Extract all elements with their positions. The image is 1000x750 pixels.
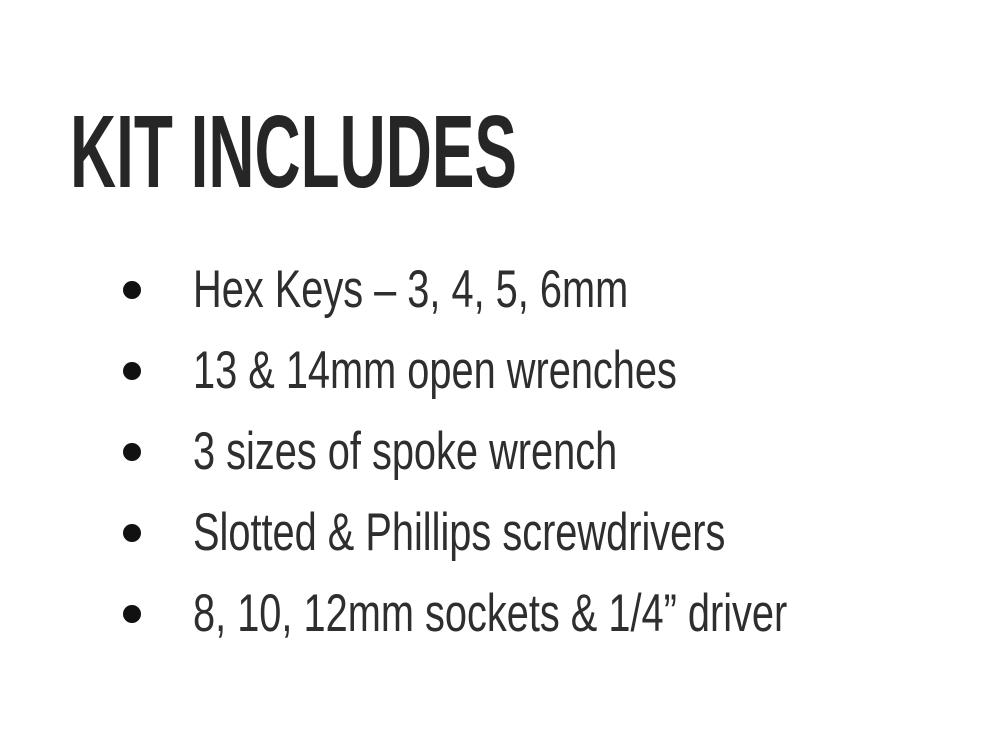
list-item [0,330,1000,411]
list-item-text: Hex Keys – 3, 4, 5, 6mm [193,260,629,319]
bullet-icon [123,281,141,299]
list-item-text: 13 & 14mm open wrenches [193,341,677,400]
list-item [0,573,1000,654]
bullet-icon [123,362,141,380]
list-item-text: 3 sizes of spoke wrench [193,422,618,481]
list-item [0,492,1000,573]
bullet-icon [123,524,141,542]
list-item-text: 8, 10, 12mm sockets & 1/4” driver [193,584,788,643]
list-item [0,411,1000,492]
kit-includes-list [0,249,1000,654]
page-title: KIT INCLUDES [70,94,518,209]
bullet-icon [123,443,141,461]
list-item-text: Slotted & Phillips screwdrivers [193,503,726,562]
bullet-icon [123,605,141,623]
list-item [0,249,1000,330]
